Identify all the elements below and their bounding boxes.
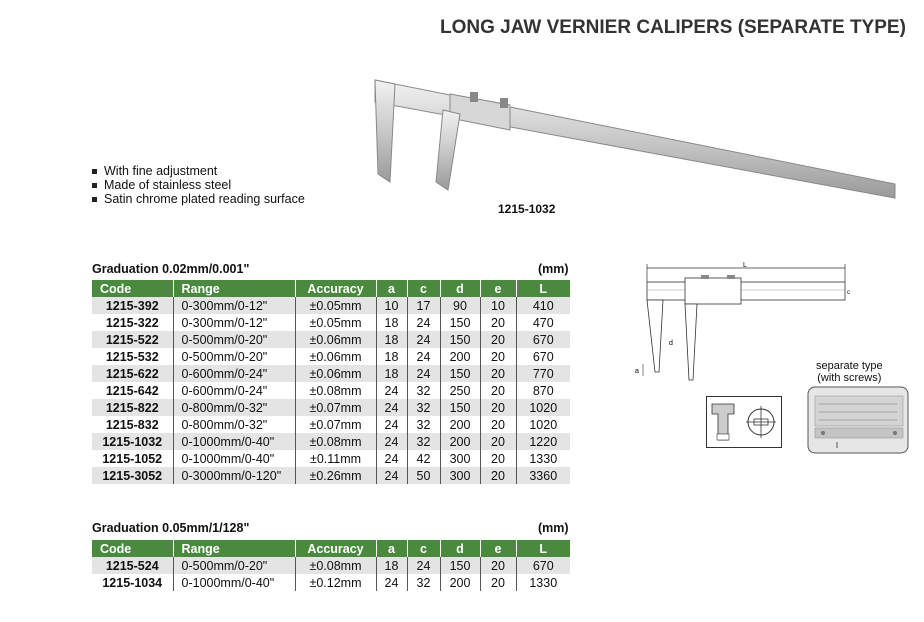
column-header: Accuracy — [295, 540, 376, 557]
dim-a-label: a — [635, 368, 639, 375]
table-cell: 670 — [516, 348, 570, 365]
table-cell: 0-800mm/0-32" — [173, 416, 295, 433]
feature-list — [92, 164, 305, 206]
table-cell: 1215-392 — [92, 297, 173, 314]
table-cell: 24 — [407, 557, 440, 574]
table-cell: 1330 — [516, 450, 570, 467]
table-cell: ±0.06mm — [295, 331, 376, 348]
table-cell: 0-300mm/0-12" — [173, 314, 295, 331]
table-cell: 1215-1032 — [92, 433, 173, 450]
table-row — [92, 331, 570, 348]
table-cell: 1215-642 — [92, 382, 173, 399]
table-row — [92, 399, 570, 416]
feature-item: Made of stainless steel — [92, 178, 305, 192]
table-cell: 1215-524 — [92, 557, 173, 574]
table-cell: 1215-622 — [92, 365, 173, 382]
dim-e-label: e — [710, 356, 714, 362]
table-cell: 770 — [516, 365, 570, 382]
column-header: Range — [173, 280, 295, 297]
bullet-icon — [92, 169, 97, 174]
table-cell: 250 — [440, 382, 480, 399]
column-header: a — [376, 540, 407, 557]
table-cell: 1020 — [516, 416, 570, 433]
table-cell: 20 — [480, 557, 516, 574]
table-cell: 0-600mm/0-24" — [173, 382, 295, 399]
table-cell: 18 — [376, 557, 407, 574]
table-row — [92, 450, 570, 467]
table-cell: 0-3000mm/0-120" — [173, 467, 295, 484]
table-cell: 20 — [480, 450, 516, 467]
table-cell: 3360 — [516, 467, 570, 484]
column-header: a — [376, 280, 407, 297]
cross-section-diagram — [706, 396, 782, 448]
column-header: e — [480, 280, 516, 297]
separate-type-label: separate type (with screws) — [816, 360, 883, 384]
column-header: L — [516, 540, 570, 557]
table-cell: 24 — [376, 574, 407, 591]
table-cell: 1215-532 — [92, 348, 173, 365]
table-cell: 200 — [440, 348, 480, 365]
table-cell: 20 — [480, 416, 516, 433]
feature-item: With fine adjustment — [92, 164, 305, 178]
table-cell: 24 — [376, 450, 407, 467]
table-cell: 24 — [407, 348, 440, 365]
table-cell: 20 — [480, 574, 516, 591]
column-header: d — [440, 280, 480, 297]
table-row — [92, 382, 570, 399]
table-cell: 150 — [440, 399, 480, 416]
table-cell: 670 — [516, 331, 570, 348]
page-title: LONG JAW VERNIER CALIPERS (SEPARATE TYPE) — [440, 17, 906, 38]
spec-table-1 — [92, 280, 570, 484]
column-header: c — [407, 280, 440, 297]
table-cell: 32 — [407, 433, 440, 450]
table-cell: ±0.05mm — [295, 297, 376, 314]
table-row — [92, 467, 570, 484]
table-cell: 0-500mm/0-20" — [173, 348, 295, 365]
table-cell: 200 — [440, 574, 480, 591]
table-cell: 300 — [440, 467, 480, 484]
table-cell: 24 — [376, 382, 407, 399]
table-cell: 200 — [440, 416, 480, 433]
table-cell: 1215-822 — [92, 399, 173, 416]
table-cell: 0-500mm/0-20" — [173, 331, 295, 348]
table-cell: 0-300mm/0-12" — [173, 297, 295, 314]
table-cell: 200 — [440, 433, 480, 450]
table-row — [92, 365, 570, 382]
table-cell: 1215-3052 — [92, 467, 173, 484]
table-cell: ±0.06mm — [295, 365, 376, 382]
table-cell: ±0.07mm — [295, 399, 376, 416]
dim-L-label: L — [743, 262, 747, 269]
table-cell: 24 — [407, 331, 440, 348]
table-cell: 24 — [376, 433, 407, 450]
table-header-row — [92, 540, 570, 557]
feature-item: Satin chrome plated reading surface — [92, 192, 305, 206]
table-cell: 150 — [440, 314, 480, 331]
table-cell: 1020 — [516, 399, 570, 416]
table-cell: 300 — [440, 450, 480, 467]
table-cell: 870 — [516, 382, 570, 399]
table-header-row — [92, 280, 570, 297]
table-cell: ±0.07mm — [295, 416, 376, 433]
table-cell: 0-600mm/0-24" — [173, 365, 295, 382]
table-row — [92, 557, 570, 574]
table-cell: ±0.08mm — [295, 382, 376, 399]
table-cell: 20 — [480, 348, 516, 365]
table-cell: 1215-522 — [92, 331, 173, 348]
column-header: Code — [92, 540, 173, 557]
table-cell: ±0.12mm — [295, 574, 376, 591]
column-header: c — [407, 540, 440, 557]
table-cell: 0-500mm/0-20" — [173, 557, 295, 574]
table-cell: 24 — [376, 399, 407, 416]
table1-unit: (mm) — [538, 262, 569, 276]
table-cell: ±0.26mm — [295, 467, 376, 484]
column-header: e — [480, 540, 516, 557]
table-cell: 18 — [376, 314, 407, 331]
table-cell: ±0.08mm — [295, 433, 376, 450]
column-header: d — [440, 540, 480, 557]
table-cell: 0-1000mm/0-40" — [173, 433, 295, 450]
table-cell: 0-1000mm/0-40" — [173, 450, 295, 467]
table-cell: 150 — [440, 365, 480, 382]
dim-c-label: c — [847, 290, 850, 296]
column-header: L — [516, 280, 570, 297]
table-cell: 20 — [480, 433, 516, 450]
table-row — [92, 574, 570, 591]
table-cell: 1215-832 — [92, 416, 173, 433]
table-cell: 50 — [407, 467, 440, 484]
table-row — [92, 433, 570, 450]
dim-d-label: d — [669, 340, 673, 347]
table-cell: 1215-1034 — [92, 574, 173, 591]
table-cell: 410 — [516, 297, 570, 314]
table-cell: 32 — [407, 574, 440, 591]
caliper-fixed-jaw — [375, 80, 395, 182]
table-cell: 150 — [440, 557, 480, 574]
table-cell: 20 — [480, 382, 516, 399]
table2-title: Graduation 0.05mm/1/128" — [92, 521, 250, 535]
table-cell: ±0.05mm — [295, 314, 376, 331]
table-cell: 0-800mm/0-32" — [173, 399, 295, 416]
spec-table-2 — [92, 540, 570, 591]
table-cell: ±0.08mm — [295, 557, 376, 574]
column-header: Code — [92, 280, 173, 297]
table-cell: 20 — [480, 399, 516, 416]
table-cell: 24 — [407, 365, 440, 382]
table-cell: 24 — [376, 467, 407, 484]
table-cell: 17 — [407, 297, 440, 314]
table2-unit: (mm) — [538, 521, 569, 535]
table-cell: ±0.06mm — [295, 348, 376, 365]
table-cell: 10 — [480, 297, 516, 314]
table-cell: 90 — [440, 297, 480, 314]
table-cell: 20 — [480, 314, 516, 331]
bullet-icon — [92, 197, 97, 202]
caliper-moving-jaw — [436, 110, 460, 190]
table-row — [92, 348, 570, 365]
caliper-photo — [350, 72, 910, 202]
table-cell: 18 — [376, 348, 407, 365]
bullet-icon — [92, 183, 97, 188]
table-cell: 32 — [407, 416, 440, 433]
table-row — [92, 314, 570, 331]
table-cell: 0-1000mm/0-40" — [173, 574, 295, 591]
table-cell: 42 — [407, 450, 440, 467]
table-cell: 18 — [376, 365, 407, 382]
column-header: Accuracy — [295, 280, 376, 297]
table-cell: 32 — [407, 399, 440, 416]
table-cell: 1330 — [516, 574, 570, 591]
table-cell: 20 — [480, 331, 516, 348]
separate-type-photo — [807, 386, 909, 454]
table-cell: 18 — [376, 331, 407, 348]
table-cell: 470 — [516, 314, 570, 331]
table-row — [92, 416, 570, 433]
table-cell: 20 — [480, 365, 516, 382]
table-cell: 32 — [407, 382, 440, 399]
table-cell: 1215-322 — [92, 314, 173, 331]
table-row — [92, 297, 570, 314]
table-cell: 24 — [376, 416, 407, 433]
table-cell: 670 — [516, 557, 570, 574]
table-cell: 1220 — [516, 433, 570, 450]
table-cell: 24 — [407, 314, 440, 331]
column-header: Range — [173, 540, 295, 557]
table-cell: 10 — [376, 297, 407, 314]
model-label: 1215-1032 — [498, 202, 556, 216]
table-cell: ±0.11mm — [295, 450, 376, 467]
table-cell: 20 — [480, 467, 516, 484]
table-cell: 1215-1052 — [92, 450, 173, 467]
table-cell: 150 — [440, 331, 480, 348]
table1-title: Graduation 0.02mm/0.001" — [92, 262, 250, 276]
